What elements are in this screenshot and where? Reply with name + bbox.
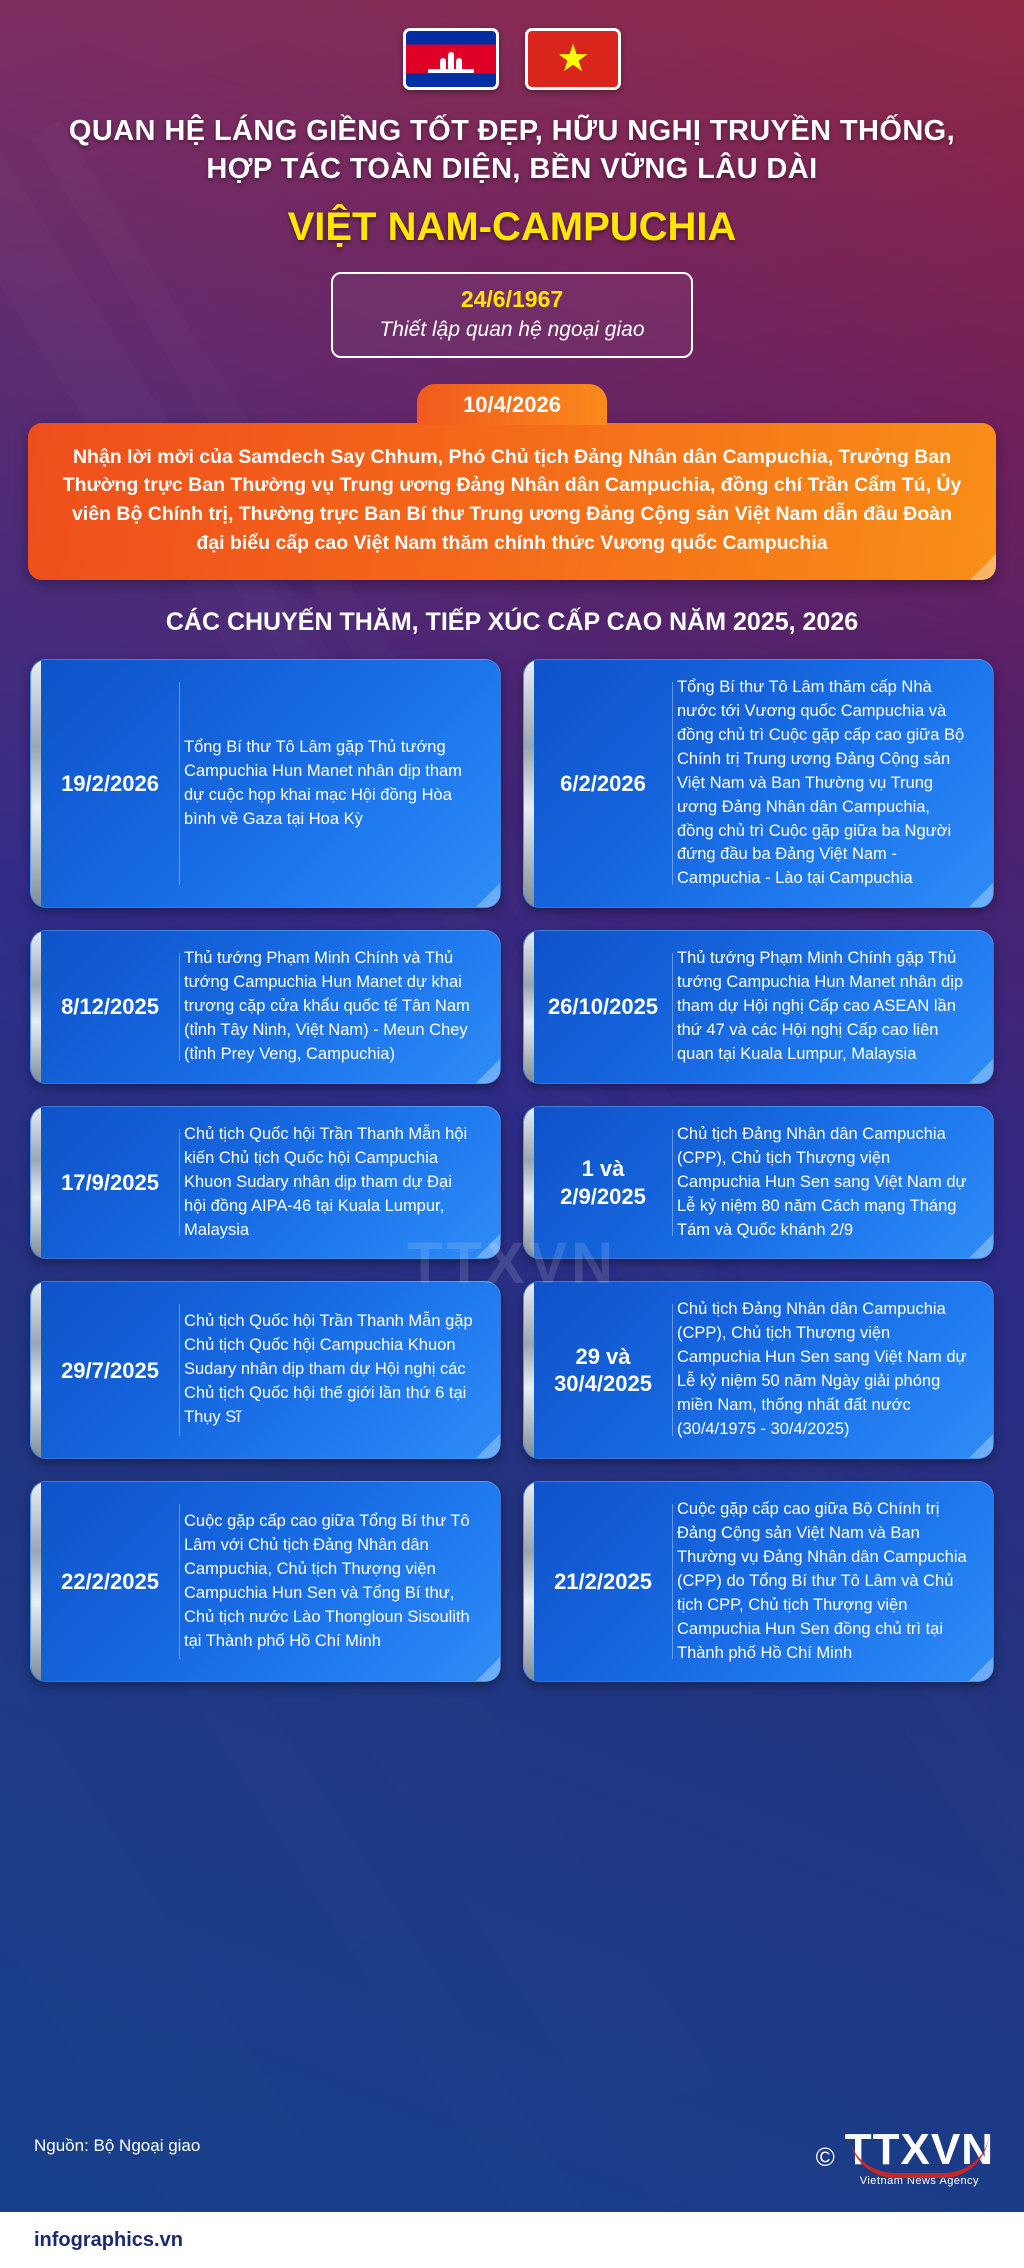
event-date: 21/2/2025 (554, 1568, 652, 1594)
title-line-1: QUAN HỆ LÁNG GIỀNG TỐT ĐẸP, HỮU NGHỊ TRUYỀN THỐNG, (68, 115, 956, 147)
event-text: Chủ tịch Quốc hội Trần Thanh Mẫn gặp Chủ tịch Quốc hội Campuchia Khuon Sudary nhân dịp tham dự Hội nghị các Chủ tịch Quốc hội thế giới lần thứ 6 tại Thụy Sĩ (184, 1312, 473, 1427)
event-date: 29/7/2025 (61, 1357, 159, 1383)
establishment-date: 24/6/1967 (460, 285, 564, 312)
title-line-2: HỢP TÁC TOÀN DIỆN, BỀN VỮNG LÂU DÀI (206, 153, 818, 186)
flags-row (0, 0, 1024, 90)
event-date: 1 và 2/9/2025 (560, 1156, 646, 1209)
event-date: 19/2/2026 (61, 770, 159, 796)
event-text: Thủ tướng Phạm Minh Chính và Thủ tướng Campuchia Hun Manet dự khai trương cặp cửa khẩu quốc tế Tân Nam (tỉnh Tây Ninh, Việt Nam) - Meun Chey (tỉnh Prey Veng, Campuchia) (184, 949, 470, 1063)
title-block (0, 112, 1024, 250)
ttxvn-logo (844, 2125, 994, 2187)
event-text: Chủ tịch Đảng Nhân dân Campuchia (CPP), Chủ tịch Thượng viện Campuchia Hun Sen sang Việt Nam dự Lễ kỷ niệm 50 năm Ngày giải phóng miền Nam, thống nhất đất nước (30/4/1975 - 30/4/2025) (677, 1300, 967, 1439)
event-card[interactable] (30, 1481, 501, 1682)
cambodia-flag-icon (403, 28, 499, 90)
watermark: TTXVN (406, 1231, 618, 1296)
page-title: VIỆT NAM-CAMPUCHIA (287, 204, 737, 249)
event-card[interactable] (523, 1481, 994, 1682)
event-date: 17/9/2025 (61, 1169, 159, 1195)
event-card[interactable] (523, 1106, 994, 1260)
event-card[interactable] (523, 930, 994, 1084)
vietnam-flag-icon (525, 28, 621, 90)
event-text: Chủ tịch Đảng Nhân dân Campuchia (CPP), Chủ tịch Thượng viện Campuchia Hun Sen sang Việt Nam dự Lễ kỷ niệm 80 năm Cách mạng Tháng Tám và Quốc khánh 2/9 (677, 1124, 967, 1239)
logo-subtext: Vietnam News Agency (859, 2175, 980, 2187)
site-label: infographics.vn (34, 2229, 183, 2251)
event-text: Tổng Bí thư Tô Lâm gặp Thủ tướng Campuchia Hun Manet nhân dịp tham dự cuộc họp khai mạc Hội đồng Hòa bình về Gaza tại Hoa Kỳ (184, 737, 462, 828)
event-text: Cuộc gặp cấp cao giữa Bộ Chính trị Đảng Cộng sản Việt Nam và Ban Thường vụ Đảng Nhân dân Campuchia (CPP) do Tổng Bí thư Tô Lâm và Chủ tịch CPP, Chủ tịch Thượng viện Campuchia Hun Sen đồng chủ trì tại Thành phố Hồ Chí Minh (677, 1500, 967, 1662)
event-text: Cuộc gặp cấp cao giữa Tổng Bí thư Tô Lâm với Chủ tịch Đảng Nhân dân Campuchia, Chủ tịch Thượng viện Campuchia Hun Sen và Tổng Bí thư, Chủ tịch nước Lào Thongloun Sisoulith tại Thành phố Hồ Chí Minh (184, 1511, 470, 1650)
highlight-body: Nhận lời mời của Samdech Say Chhum, Phó Chủ tịch Đảng Nhân dân Campuchia, Trưởng Ban Thường trực Ban Thường vụ Trung ương Đảng Nhân dân Campuchia, đồng chí Trần Cẩm Tú, Ủy viên Bộ Chính trị, Thường trực Ban Bí thư Trung ương Đảng Cộng sản Việt Nam dẫn đầu Đoàn đại biểu cấp cao Việt Nam thăm chính thức Vương quốc Campuchia (28, 423, 996, 580)
establishment-block (0, 272, 1024, 358)
highlight-date-badge: 10/4/2026 (417, 384, 607, 425)
event-text: Tổng Bí thư Tô Lâm thăm cấp Nhà nước tới Vương quốc Campuchia và đồng chủ trì Cuộc gặp cấp cao giữa Bộ Chính trị Trung ương Đảng Cộng sản Việt Nam và Ban Thường vụ Trung ương Đảng Nhân dân Campuchia, đồng chủ trì Cuộc gặp giữa ba Người đứng đầu ba Đảng Việt Nam - Campuchia - Lào tại Campuchia (677, 677, 965, 888)
event-date: 26/10/2025 (547, 994, 659, 1020)
angkor-wat-icon (430, 47, 472, 71)
event-date: 22/2/2025 (61, 1568, 159, 1594)
event-date: 6/2/2026 (560, 770, 646, 796)
footer (0, 2118, 1024, 2268)
event-card[interactable] (30, 659, 501, 908)
event-date: 29 và 30/4/2025 (554, 1343, 652, 1397)
event-card[interactable] (30, 1281, 501, 1459)
event-card[interactable] (30, 930, 501, 1084)
establishment-text: Thiết lập quan hệ ngoại giao (379, 317, 645, 341)
events-grid (30, 659, 994, 1683)
event-card[interactable] (30, 1106, 501, 1260)
yellow-star-icon: ★ (555, 38, 591, 80)
copyright-icon: © (815, 2142, 835, 2172)
highlight-block (28, 384, 996, 580)
section-heading: CÁC CHUYẾN THĂM, TIẾP XÚC CẤP CAO NĂM 2025, 2026 (165, 607, 859, 636)
ttxvn-logo-block (815, 2125, 994, 2187)
event-card[interactable] (523, 1281, 994, 1459)
angkor-base (428, 69, 474, 73)
event-date: 8/12/2025 (61, 994, 159, 1020)
logo-text: TTXVN (844, 2125, 994, 2174)
event-text: Thủ tướng Phạm Minh Chính gặp Thủ tướng Campuchia Hun Manet nhân dịp tham dự Hội nghị Cấp cao ASEAN lần thứ 47 và các Hội nghị Cấp cao liên quan tại Kuala Lumpur, Malaysia (677, 949, 964, 1063)
source-label: Nguồn: Bộ Ngoại giao (34, 2136, 201, 2155)
establishment-box (331, 272, 692, 358)
event-card[interactable] (523, 659, 994, 908)
event-text: Chủ tịch Quốc hội Trần Thanh Mẫn hội kiến Chủ tịch Quốc hội Campuchia Khuon Sudary nhân dịp tham dự Đại hội đồng AIPA-46 tại Kuala Lumpur, Malaysia (184, 1124, 468, 1239)
